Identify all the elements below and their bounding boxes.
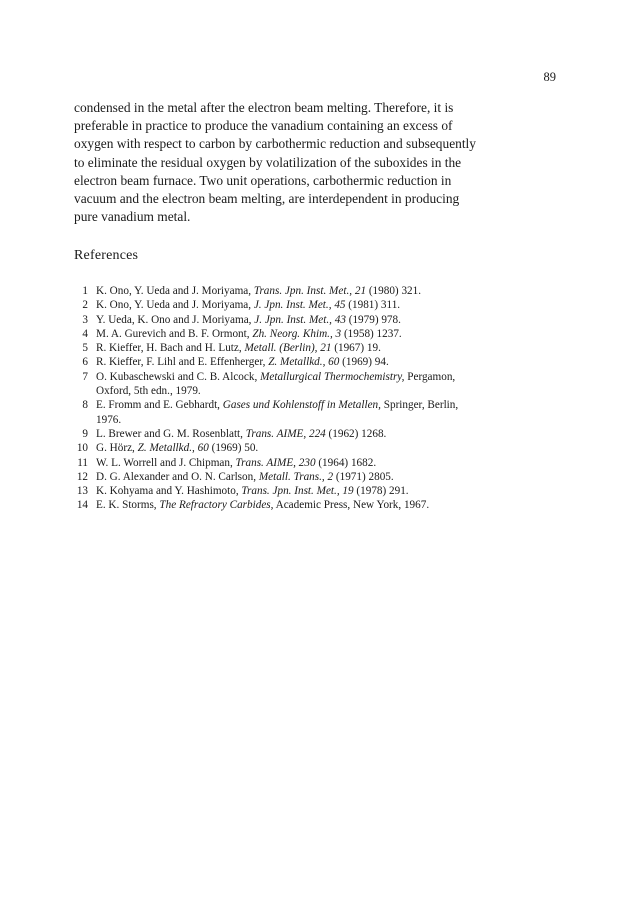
reference-number: 13 (76, 485, 88, 498)
reference-line (96, 427, 564, 441)
reference-text (96, 298, 564, 312)
reference-item (74, 341, 564, 355)
reference-volume: 21 (320, 342, 332, 355)
reference-number: 8 (82, 399, 88, 412)
reference-volume: 230 (298, 456, 316, 469)
reference-item (74, 298, 564, 312)
reference-authors: M. A. Gurevich and B. F. Ormont, (96, 327, 250, 340)
reference-item (74, 484, 564, 498)
reference-volume: 60 (197, 442, 209, 455)
reference-list (74, 284, 564, 513)
reference-line (96, 470, 564, 484)
reference-details: (1978) 291. (356, 485, 409, 498)
reference-continuation: Oxford, 5th edn., 1979. (96, 385, 201, 398)
reference-line (96, 370, 564, 384)
reference-text (96, 355, 564, 369)
reference-number: 12 (76, 470, 88, 483)
reference-authors: E. K. Storms, (96, 499, 157, 512)
reference-details: (1958) 1237. (343, 327, 402, 340)
body-line: electron beam furnace. Two unit operations, carbothermic reduction in (74, 172, 452, 188)
reference-text (96, 341, 564, 355)
references-heading: References (74, 248, 139, 263)
reference-volume: 224 (308, 427, 326, 440)
body-paragraph (74, 99, 564, 226)
reference-line (96, 284, 564, 298)
reference-number: 3 (82, 313, 88, 326)
reference-source: The Refractory Carbides, (159, 499, 274, 512)
reference-item (74, 284, 564, 298)
reference-line (96, 341, 564, 355)
reference-details: Springer, Berlin, (383, 399, 459, 412)
reference-authors: R. Kieffer, H. Bach and H. Lutz, (96, 342, 242, 355)
reference-authors: R. Kieffer, F. Lihl and E. Effenherger, (96, 356, 266, 369)
reference-volume: 2 (327, 470, 334, 483)
reference-source: Trans. AIME, (245, 427, 307, 440)
reference-item (74, 441, 564, 455)
reference-item (74, 327, 564, 341)
reference-source: Metall. Trans., (258, 470, 325, 483)
reference-source: Trans. Jpn. Inst. Met., (241, 485, 340, 498)
reference-line (96, 498, 564, 512)
reference-volume: 43 (334, 313, 346, 326)
body-line: vacuum and the electron beam melting, are interdependent in producing (74, 191, 460, 207)
reference-continuation: 1976. (96, 413, 122, 426)
reference-volume: 21 (354, 285, 367, 297)
reference-authors: Y. Ueda, K. Ono and J. Moriyama, (96, 313, 252, 326)
reference-source: Z. Metallkd., (137, 442, 195, 455)
reference-source: Metall. (Berlin), (244, 342, 318, 355)
page-number: 89 (543, 70, 556, 84)
reference-source: Z. Metallkd., (268, 356, 326, 369)
reference-volume: 19 (342, 485, 354, 498)
reference-details: (1979) 978. (348, 313, 401, 326)
reference-line (96, 441, 564, 455)
body-line: oxygen with respect to carbon by carbothermic reduction and subsequently (74, 136, 476, 152)
reference-volume: 60 (328, 356, 340, 369)
reference-line (96, 327, 564, 341)
reference-item (74, 427, 564, 441)
reference-number: 5 (82, 342, 88, 355)
reference-number: 4 (82, 327, 88, 340)
reference-text (96, 398, 564, 427)
reference-details: Pergamon, (407, 370, 456, 383)
reference-number: 2 (82, 299, 88, 312)
reference-details: (1967) 19. (334, 342, 381, 355)
reference-details: Academic Press, New York, 1967. (275, 499, 430, 512)
reference-item (74, 498, 564, 512)
reference-volume: 45 (334, 299, 346, 312)
reference-text (96, 427, 564, 441)
reference-authors: O. Kubaschewski and C. B. Alcock, (96, 370, 258, 383)
reference-details: (1969) 50. (211, 442, 259, 455)
body-line: pure vanadium metal. (74, 209, 191, 225)
reference-line (96, 484, 564, 498)
body-line: preferable in practice to produce the vanadium containing an excess of (74, 118, 453, 134)
reference-authors: E. Fromm and E. Gebhardt, (96, 399, 220, 412)
reference-details: (1981) 311. (348, 299, 401, 312)
reference-source: Zh. Neorg. Khim., (252, 327, 333, 340)
reference-line (96, 398, 564, 412)
reference-authors: D. G. Alexander and O. N. Carlson, (96, 470, 257, 483)
reference-number: 11 (77, 456, 88, 469)
reference-details: (1962) 1268. (328, 427, 387, 440)
reference-details: (1980) 321. (368, 285, 422, 297)
body-line: to eliminate the residual oxygen by volatilization of the suboxides in the (74, 154, 462, 170)
reference-authors: G. Hörz, (96, 442, 135, 455)
reference-source: Trans. Jpn. Inst. Met., (253, 285, 353, 297)
reference-text (96, 470, 564, 484)
reference-authors: K. Ono, Y. Ueda and J. Moriyama, (96, 285, 252, 297)
reference-volume: 3 (335, 327, 342, 340)
reference-authors: W. L. Worrell and J. Chipman, (96, 456, 233, 469)
reference-authors: L. Brewer and G. M. Rosenblatt, (96, 427, 243, 440)
reference-line (96, 355, 564, 369)
reference-text (96, 498, 564, 512)
reference-number: 14 (76, 499, 88, 512)
reference-item (74, 470, 564, 484)
reference-number: 7 (82, 370, 88, 383)
reference-text (96, 441, 564, 455)
reference-source: Metallurgical Thermochemistry, (260, 370, 405, 383)
reference-text (96, 284, 564, 298)
reference-text (96, 484, 564, 498)
reference-details: (1969) 94. (342, 356, 389, 369)
reference-text (96, 370, 564, 399)
reference-number: 1 (82, 285, 88, 297)
reference-number: 10 (76, 442, 88, 455)
reference-number: 6 (82, 356, 88, 369)
reference-item (74, 355, 564, 369)
reference-source: J. Jpn. Inst. Met., (253, 299, 332, 312)
reference-details: (1971) 2805. (335, 470, 394, 483)
reference-authors: K. Ono, Y. Ueda and J. Moriyama, (96, 299, 252, 312)
body-line: condensed in the metal after the electron beam melting. Therefore, it is (74, 100, 454, 115)
reference-item (74, 370, 564, 399)
reference-item (74, 456, 564, 470)
reference-source: Trans. AIME, (235, 456, 296, 469)
reference-item (74, 313, 564, 327)
reference-text (96, 327, 564, 341)
reference-details: (1964) 1682. (318, 456, 377, 469)
reference-item (74, 398, 564, 427)
reference-line (96, 298, 564, 312)
reference-line (96, 456, 564, 470)
reference-text (96, 313, 564, 327)
reference-authors: K. Kohyama and Y. Hashimoto, (96, 485, 239, 498)
reference-line (96, 313, 564, 327)
reference-source: J. Jpn. Inst. Met., (254, 313, 332, 326)
reference-text (96, 456, 564, 470)
reference-source: Gases und Kohlenstoff in Metallen, (222, 399, 381, 412)
reference-number: 9 (82, 427, 88, 440)
